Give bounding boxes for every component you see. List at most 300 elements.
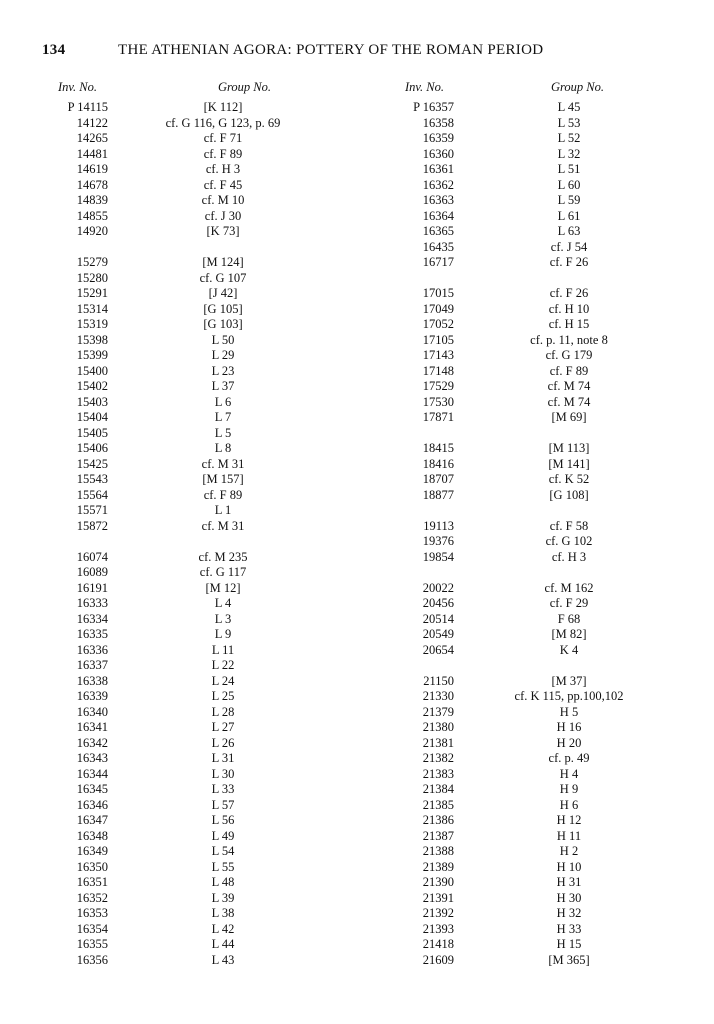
inventory-number: 15571 — [76, 503, 108, 517]
list-item — [34, 751, 364, 767]
group-number: [M 141] — [548, 456, 590, 471]
group-number: L 25 — [211, 689, 235, 703]
group-number: L 37 — [211, 379, 235, 393]
inventory-number: 16339 — [76, 689, 108, 703]
list-item — [380, 767, 710, 783]
inventory-number: 16365 — [422, 224, 454, 238]
group-number: cf. M 162 — [544, 580, 594, 595]
list-item — [34, 178, 364, 194]
group-number: L 54 — [211, 844, 235, 858]
list-item — [380, 302, 710, 318]
inventory-number: 15280 — [76, 270, 108, 285]
list-item — [34, 147, 364, 163]
inventory-number: 14678 — [76, 177, 108, 192]
group-number: L 33 — [211, 782, 235, 796]
inventory-number: 16337 — [76, 658, 108, 672]
list-item — [380, 348, 710, 364]
list-item — [380, 550, 710, 566]
list-item — [34, 379, 364, 395]
group-number: H 10 — [556, 859, 582, 874]
list-item — [34, 286, 364, 302]
group-number: cf. J 30 — [204, 208, 242, 223]
list-item — [34, 193, 364, 209]
left-inv-header: Inv. No. — [58, 80, 97, 94]
list-item — [34, 410, 364, 426]
inventory-number: 16340 — [76, 704, 108, 719]
group-number: L 4 — [214, 596, 232, 610]
section-gap — [380, 658, 710, 674]
list-item — [380, 100, 710, 116]
list-item — [380, 627, 710, 643]
inventory-number: 15872 — [76, 518, 108, 533]
inventory-number: 15564 — [76, 487, 108, 502]
group-number: L 55 — [211, 859, 235, 874]
list-item — [380, 131, 710, 147]
list-item — [380, 255, 710, 271]
inventory-number: 21384 — [422, 782, 454, 796]
section-gap — [380, 426, 710, 442]
inventory-number: 17105 — [422, 332, 454, 347]
inventory-number: 17530 — [422, 394, 454, 409]
group-number: [M 124] — [202, 255, 244, 269]
list-item — [380, 472, 710, 488]
list-item — [34, 829, 364, 845]
list-item — [380, 116, 710, 132]
group-number: cf. F 26 — [549, 286, 589, 300]
list-item — [34, 782, 364, 798]
inventory-number: 21379 — [422, 704, 454, 719]
list-item — [380, 240, 710, 256]
group-number: H 9 — [559, 782, 579, 796]
inventory-number: 21609 — [422, 952, 454, 967]
inventory-number: 21330 — [422, 689, 454, 703]
inventory-number: 20514 — [422, 611, 454, 626]
list-item — [380, 891, 710, 907]
inventory-number: 15404 — [76, 410, 108, 424]
group-number: cf. p. 49 — [548, 751, 590, 765]
group-number: L 8 — [214, 441, 232, 455]
list-item — [34, 550, 364, 566]
inventory-number: 20654 — [422, 642, 454, 657]
inventory-number: 15405 — [76, 425, 108, 440]
inventory-number: 16349 — [76, 844, 108, 858]
group-number: L 38 — [211, 906, 235, 920]
group-number: H 11 — [556, 828, 582, 843]
right-group-header: Group No. — [551, 80, 605, 94]
inventory-number: 14619 — [76, 162, 108, 176]
group-number: cf. G 117 — [199, 565, 247, 579]
group-number: [J 42] — [208, 286, 238, 300]
group-number: cf. J 54 — [550, 239, 588, 254]
inventory-number: 15400 — [76, 363, 108, 378]
section-gap — [34, 534, 364, 550]
inventory-number: 14481 — [76, 146, 108, 161]
inventory-number: 17148 — [422, 363, 454, 378]
group-number: H 4 — [559, 766, 579, 781]
group-number: L 32 — [557, 146, 581, 161]
inventory-number: 21390 — [422, 875, 454, 889]
group-number: cf. F 45 — [203, 177, 243, 192]
inventory-number: 21393 — [422, 921, 454, 936]
group-number: L 27 — [211, 720, 235, 734]
inventory-number: 21382 — [422, 751, 454, 765]
group-number: cf. F 89 — [549, 363, 589, 378]
inventory-number: 16364 — [422, 208, 454, 223]
inventory-number: 16344 — [76, 766, 108, 781]
list-item — [34, 798, 364, 814]
list-item — [380, 519, 710, 535]
group-number: cf. F 26 — [549, 255, 589, 269]
list-item — [34, 457, 364, 473]
group-number: L 7 — [214, 410, 232, 424]
inventory-number: 16362 — [422, 177, 454, 192]
section-gap — [34, 240, 364, 256]
inventory-number: 16358 — [422, 115, 454, 130]
right-column-list — [380, 100, 710, 968]
list-item — [380, 813, 710, 829]
list-item — [380, 488, 710, 504]
inventory-number: 16363 — [422, 193, 454, 207]
inventory-number: 15314 — [76, 301, 108, 316]
inventory-number: 16360 — [422, 146, 454, 161]
right-inv-header: Inv. No. — [405, 80, 444, 94]
list-item — [34, 875, 364, 891]
inventory-number: 15398 — [76, 332, 108, 347]
inventory-number: 17143 — [422, 348, 454, 362]
inventory-number: 16341 — [76, 720, 108, 734]
inventory-number: 19854 — [422, 549, 454, 564]
list-item — [34, 395, 364, 411]
group-number: L 63 — [557, 224, 581, 238]
list-item — [34, 674, 364, 690]
list-item — [34, 224, 364, 240]
list-item — [380, 286, 710, 302]
list-item — [34, 519, 364, 535]
inventory-number: 17871 — [422, 410, 454, 424]
list-item — [380, 178, 710, 194]
inventory-number: 21388 — [422, 844, 454, 858]
group-number: cf. M 31 — [201, 456, 245, 471]
inventory-number: 16435 — [422, 239, 454, 254]
inventory-number: 16359 — [422, 131, 454, 145]
inventory-number: 21387 — [422, 828, 454, 843]
list-item — [34, 348, 364, 364]
group-number: [M 113] — [548, 441, 590, 455]
inventory-number: 16346 — [76, 797, 108, 812]
list-item — [380, 720, 710, 736]
list-item — [34, 255, 364, 271]
list-item — [380, 782, 710, 798]
inventory-number: 16333 — [76, 596, 108, 610]
group-number: cf. M 74 — [547, 394, 591, 409]
list-item — [380, 395, 710, 411]
group-number: [G 105] — [203, 301, 243, 316]
list-item — [380, 736, 710, 752]
list-item — [34, 891, 364, 907]
group-number: L 53 — [557, 115, 581, 130]
inventory-number: 16336 — [76, 642, 108, 657]
group-number: [M 12] — [205, 580, 241, 595]
list-item — [380, 798, 710, 814]
section-gap — [380, 503, 710, 519]
inventory-number: 15543 — [76, 472, 108, 486]
inventory-number: 15279 — [76, 255, 108, 269]
inventory-number: 14920 — [76, 224, 108, 238]
group-number: L 39 — [211, 890, 235, 905]
inventory-number: 18707 — [422, 472, 454, 486]
list-item — [34, 209, 364, 225]
group-number: cf. K 52 — [548, 472, 590, 486]
inventory-number: 15403 — [76, 394, 108, 409]
group-number: H 6 — [559, 797, 579, 812]
group-number: [M 37] — [551, 673, 587, 688]
inventory-number: 15402 — [76, 379, 108, 393]
list-item — [34, 302, 364, 318]
list-item — [380, 581, 710, 597]
list-item — [34, 472, 364, 488]
group-number: L 45 — [557, 100, 581, 114]
inventory-number: 21391 — [422, 890, 454, 905]
inventory-number: 15406 — [76, 441, 108, 455]
left-group-header: Group No. — [218, 80, 272, 94]
group-number: L 29 — [211, 348, 235, 362]
inventory-number: 21385 — [422, 797, 454, 812]
group-number: L 22 — [211, 658, 235, 672]
group-number: H 33 — [556, 921, 582, 936]
list-item — [380, 596, 710, 612]
running-title: THE ATHENIAN AGORA: POTTERY OF THE ROMAN PERIOD — [118, 42, 544, 58]
group-number: H 20 — [556, 735, 582, 750]
group-number: H 31 — [556, 875, 582, 889]
list-item — [34, 317, 364, 333]
inventory-number: 19376 — [422, 534, 454, 548]
inventory-number: 17529 — [422, 379, 454, 393]
list-item — [380, 317, 710, 333]
list-item — [380, 674, 710, 690]
list-item — [380, 689, 710, 705]
list-item — [380, 333, 710, 349]
left-column-list — [34, 100, 364, 968]
group-number: H 15 — [556, 937, 582, 951]
list-item — [34, 844, 364, 860]
group-number: [M 82] — [551, 627, 587, 641]
inventory-number: 21380 — [422, 720, 454, 734]
list-item — [380, 751, 710, 767]
group-number: cf. G 116, G 123, p. 69 — [165, 115, 281, 130]
list-item — [34, 643, 364, 659]
section-gap — [380, 565, 710, 581]
group-number: H 16 — [556, 720, 582, 734]
list-item — [380, 906, 710, 922]
group-number: L 30 — [211, 766, 235, 781]
list-item — [34, 689, 364, 705]
inventory-number: 20549 — [422, 627, 454, 641]
group-number: L 43 — [211, 952, 235, 967]
list-item — [34, 116, 364, 132]
group-number: L 49 — [211, 828, 235, 843]
list-item — [34, 612, 364, 628]
inventory-number: 21383 — [422, 766, 454, 781]
section-gap — [380, 271, 710, 287]
group-number: cf. G 179 — [545, 348, 593, 362]
group-number: F 68 — [557, 611, 581, 626]
group-number: [M 157] — [202, 472, 244, 486]
group-number: [K 73] — [206, 224, 240, 238]
group-number: L 3 — [214, 611, 232, 626]
group-number: L 26 — [211, 735, 235, 750]
list-item — [380, 860, 710, 876]
group-number: cf. H 3 — [551, 549, 587, 564]
page-number: 134 — [42, 42, 66, 58]
group-number: cf. M 31 — [201, 518, 245, 533]
inventory-number: 15399 — [76, 348, 108, 362]
list-item — [34, 720, 364, 736]
group-number: L 24 — [211, 673, 235, 688]
list-item — [380, 705, 710, 721]
inventory-number: P 16357 — [413, 100, 454, 114]
group-number: cf. M 10 — [201, 193, 245, 207]
list-item — [380, 147, 710, 163]
group-number: H 30 — [556, 890, 582, 905]
inventory-number: 21150 — [423, 673, 454, 688]
group-number: L 44 — [211, 937, 235, 951]
list-item — [380, 410, 710, 426]
list-item — [34, 271, 364, 287]
group-number: L 31 — [211, 751, 235, 765]
inventory-number: 14265 — [76, 131, 108, 145]
list-item — [380, 441, 710, 457]
list-item — [380, 534, 710, 550]
group-number: cf. H 10 — [548, 301, 590, 316]
inventory-number: 16334 — [76, 611, 108, 626]
list-item — [380, 922, 710, 938]
inventory-number: 16354 — [76, 921, 108, 936]
list-item — [380, 844, 710, 860]
list-item — [380, 364, 710, 380]
group-number: L 23 — [211, 363, 235, 378]
inventory-number: 16343 — [76, 751, 108, 765]
group-number: L 42 — [211, 921, 235, 936]
inventory-number: 21389 — [422, 859, 454, 874]
list-item — [380, 643, 710, 659]
group-number: L 28 — [211, 704, 235, 719]
inventory-number: 16355 — [76, 937, 108, 951]
group-number: L 59 — [557, 193, 581, 207]
inventory-number: 17049 — [422, 301, 454, 316]
list-item — [380, 875, 710, 891]
group-number: cf. F 29 — [549, 596, 589, 610]
inventory-number: 17015 — [422, 286, 454, 300]
group-number: H 32 — [556, 906, 582, 920]
inventory-number: 15291 — [76, 286, 108, 300]
inventory-number: 16342 — [76, 735, 108, 750]
list-item — [34, 333, 364, 349]
list-item — [380, 209, 710, 225]
group-number: L 51 — [557, 162, 581, 176]
list-item — [380, 224, 710, 240]
inventory-number: 16089 — [76, 565, 108, 579]
inventory-number: 18415 — [422, 441, 454, 455]
group-number: cf. F 89 — [203, 487, 243, 502]
inventory-number: 21392 — [422, 906, 454, 920]
inventory-number: 16335 — [76, 627, 108, 641]
group-number: cf. H 15 — [548, 317, 590, 331]
group-number: L 6 — [214, 394, 232, 409]
inventory-number: 14839 — [76, 193, 108, 207]
list-item — [34, 922, 364, 938]
group-number: L 1 — [214, 503, 232, 517]
inventory-number: 16345 — [76, 782, 108, 796]
list-item — [34, 813, 364, 829]
group-number: cf. M 74 — [547, 379, 591, 393]
group-number: L 60 — [557, 177, 581, 192]
list-item — [34, 364, 364, 380]
inventory-number: 20456 — [422, 596, 454, 610]
inventory-number: 14855 — [76, 208, 108, 223]
group-number: L 11 — [211, 642, 235, 657]
group-number: H 2 — [559, 844, 579, 858]
group-number: cf. p. 11, note 8 — [530, 332, 608, 347]
group-number: L 61 — [557, 208, 581, 223]
inventory-number: 16350 — [76, 859, 108, 874]
list-item — [380, 162, 710, 178]
list-item — [380, 829, 710, 845]
list-item — [380, 953, 710, 969]
list-item — [34, 767, 364, 783]
inventory-number: 21418 — [422, 937, 454, 951]
inventory-number: 18877 — [422, 487, 454, 502]
list-item — [34, 596, 364, 612]
group-number: cf. M 235 — [198, 549, 248, 564]
inventory-number: 16717 — [422, 255, 454, 269]
group-number: L 5 — [214, 425, 232, 440]
list-item — [34, 906, 364, 922]
inventory-number: 16353 — [76, 906, 108, 920]
group-number: [G 103] — [203, 317, 243, 331]
group-number: cf. H 3 — [205, 162, 241, 176]
inventory-number: 18416 — [422, 456, 454, 471]
group-number: L 48 — [211, 875, 235, 889]
group-number: L 9 — [214, 627, 232, 641]
inventory-number: 16074 — [76, 549, 108, 564]
inventory-number: 16191 — [76, 580, 108, 595]
group-number: L 50 — [211, 332, 235, 347]
inventory-number: 21381 — [422, 735, 454, 750]
group-number: cf. F 89 — [203, 146, 243, 161]
group-number: cf. K 115, pp.100,102 — [514, 689, 624, 703]
group-number: cf. F 71 — [203, 131, 243, 145]
list-item — [34, 162, 364, 178]
list-item — [380, 612, 710, 628]
list-item — [380, 937, 710, 953]
inventory-number: 16351 — [76, 875, 108, 889]
list-item — [380, 379, 710, 395]
inventory-number: 17052 — [422, 317, 454, 331]
group-number: [M 365] — [548, 952, 590, 967]
group-number: H 12 — [556, 813, 582, 827]
list-item — [34, 860, 364, 876]
group-number: cf. F 58 — [549, 518, 589, 533]
group-number: cf. G 102 — [545, 534, 593, 548]
list-item — [380, 193, 710, 209]
list-item — [34, 426, 364, 442]
group-number: [M 69] — [551, 410, 587, 424]
inventory-number: 16356 — [76, 952, 108, 967]
inventory-number: P 14115 — [67, 100, 108, 114]
group-number: L 52 — [557, 131, 581, 145]
inventory-number: 21386 — [422, 813, 454, 827]
list-item — [380, 457, 710, 473]
